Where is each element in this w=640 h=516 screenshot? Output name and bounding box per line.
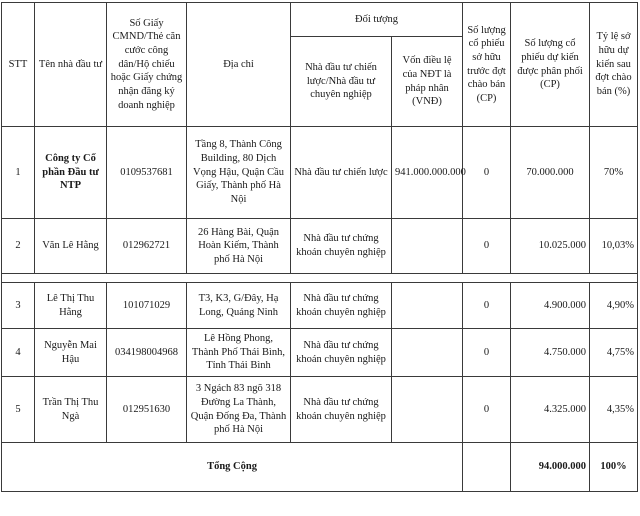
cell-capital — [392, 329, 463, 377]
cell-name: Công ty Cổ phần Đầu tư NTP — [35, 127, 107, 219]
table-row — [2, 283, 638, 329]
cell-shares-before: 0 — [463, 127, 511, 219]
cell-shares-before: 0 — [463, 329, 511, 377]
total-shares-expected: 94.000.000 — [511, 443, 590, 492]
cell-ratio: 70% — [590, 127, 638, 219]
cell-name: Trần Thị Thu Ngà — [35, 377, 107, 443]
cell-capital — [392, 219, 463, 274]
cell-name: Nguyễn Mai Hậu — [35, 329, 107, 377]
cell-shares-expected: 70.000.000 — [511, 127, 590, 219]
cell-name: Lê Thị Thu Hằng — [35, 283, 107, 329]
cell-investor-type: Nhà đầu tư chiến lược — [291, 127, 392, 219]
header-investor-type: Nhà đầu tư chiến lược/Nhà đầu tư chuyên nghiệp — [291, 37, 392, 127]
cell-shares-before: 0 — [463, 283, 511, 329]
cell-name: Văn Lê Hằng — [35, 219, 107, 274]
header-subject: Đối tượng — [291, 3, 463, 37]
cell-investor-type: Nhà đầu tư chứng khoán chuyên nghiệp — [291, 377, 392, 443]
cell-address: Tầng 8, Thành Công Building, 80 Dịch Vọng Hậu, Quận Cầu Giấy, Thành phố Hà Nội — [187, 127, 291, 219]
header-shares-expected: Số lượng cổ phiếu dự kiến được phân phối (CP) — [511, 3, 590, 127]
table-row — [2, 127, 638, 219]
header-stt: STT — [2, 3, 35, 127]
cell-capital — [392, 377, 463, 443]
cell-shares-expected: 4.750.000 — [511, 329, 590, 377]
table-row — [2, 329, 638, 377]
cell-id-number: 0109537681 — [107, 127, 187, 219]
total-shares-before — [463, 443, 511, 492]
cell-shares-before: 0 — [463, 377, 511, 443]
cell-stt: 2 — [2, 219, 35, 274]
cell-shares-before: 0 — [463, 219, 511, 274]
total-label: Tổng Cộng — [2, 443, 463, 492]
header-name: Tên nhà đầu tư — [35, 3, 107, 127]
cell-investor-type: Nhà đầu tư chứng khoán chuyên nghiệp — [291, 219, 392, 274]
row-gap — [2, 274, 638, 283]
table-row — [2, 377, 638, 443]
cell-investor-type: Nhà đầu tư chứng khoán chuyên nghiệp — [291, 329, 392, 377]
table-row — [2, 219, 638, 274]
cell-id-number: 034198004968 — [107, 329, 187, 377]
cell-capital: 941.000.000.000 — [392, 127, 463, 219]
cell-id-number: 101071029 — [107, 283, 187, 329]
header-address: Địa chỉ — [187, 3, 291, 127]
cell-shares-expected: 4.900.000 — [511, 283, 590, 329]
cell-address: T3, K3, G/Đây, Hạ Long, Quảng Ninh — [187, 283, 291, 329]
cell-stt: 4 — [2, 329, 35, 377]
cell-shares-expected: 4.325.000 — [511, 377, 590, 443]
total-ratio: 100% — [590, 443, 638, 492]
cell-address: 3 Ngách 83 ngõ 318 Đường La Thành, Quận Đống Đa, Thành phố Hà Nội — [187, 377, 291, 443]
cell-stt: 1 — [2, 127, 35, 219]
header-shares-before: Số lượng cổ phiếu sở hữu trước đợt chào bán (CP) — [463, 3, 511, 127]
cell-address: 26 Hàng Bài, Quận Hoàn Kiếm, Thành phố Hà Nội — [187, 219, 291, 274]
cell-ratio: 10,03% — [590, 219, 638, 274]
cell-id-number: 012951630 — [107, 377, 187, 443]
header-charter-capital: Vốn điều lệ của NĐT là pháp nhân (VNĐ) — [392, 37, 463, 127]
cell-shares-expected: 10.025.000 — [511, 219, 590, 274]
cell-ratio: 4,35% — [590, 377, 638, 443]
cell-address: Lê Hồng Phong, Thành Phố Thái Bình, Tỉnh Thái Bình — [187, 329, 291, 377]
cell-stt: 5 — [2, 377, 35, 443]
cell-capital — [392, 283, 463, 329]
cell-ratio: 4,75% — [590, 329, 638, 377]
cell-investor-type: Nhà đầu tư chứng khoán chuyên nghiệp — [291, 283, 392, 329]
header-ratio-after: Tỷ lệ sở hữu dự kiến sau đợt chào bán (%) — [590, 3, 638, 127]
cell-id-number: 012962721 — [107, 219, 187, 274]
cell-stt: 3 — [2, 283, 35, 329]
header-id-number: Số Giấy CMND/Thẻ căn cước công dân/Hộ chiếu hoặc Giấy chứng nhận đăng ký doanh nghiệp — [107, 3, 187, 127]
cell-ratio: 4,90% — [590, 283, 638, 329]
total-row — [2, 443, 638, 492]
investor-table — [1, 2, 638, 492]
